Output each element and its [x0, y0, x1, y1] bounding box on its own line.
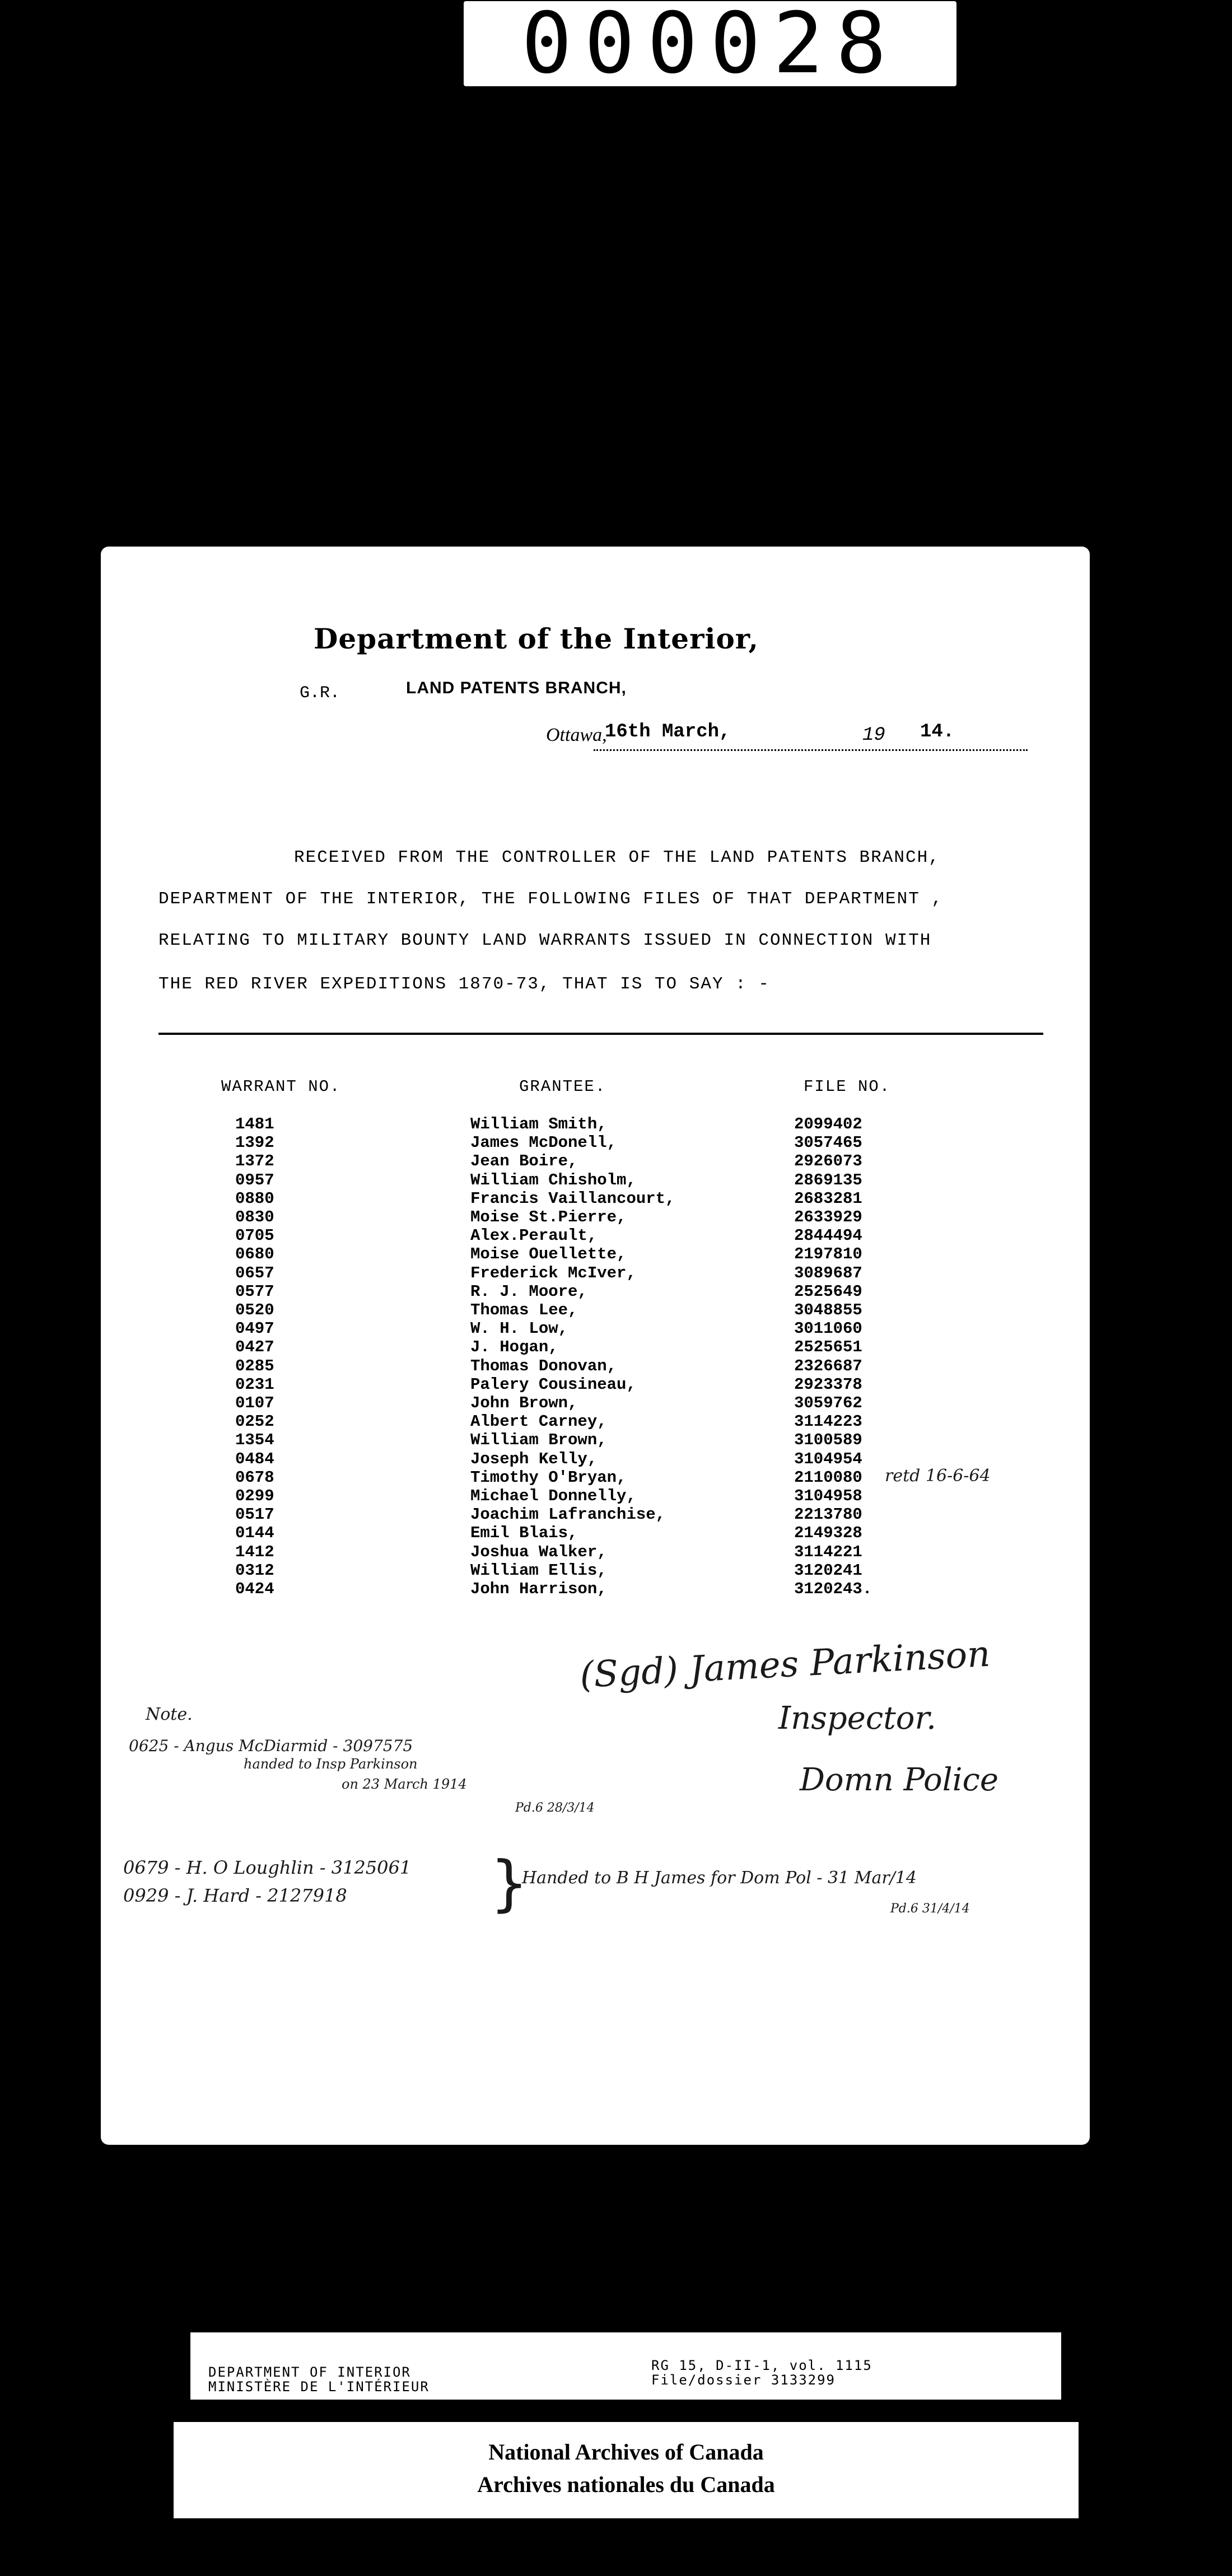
table-row [101, 1357, 1090, 1375]
grantee-name: R. J. Moore, [470, 1282, 587, 1301]
stamp-reference: RG 15, D-II-1, vol. 1115 [651, 2358, 872, 2373]
note-1-line-2: handed to Insp Parkinson [244, 1756, 418, 1772]
table-row [101, 1450, 1090, 1468]
grantee-name: Frederick McIver, [470, 1263, 636, 1282]
grantee-name: Alex.Perault, [470, 1226, 598, 1245]
note-2-line-3: Handed to B H James for Dom Pol - 31 Mar/14 [522, 1868, 917, 1888]
grantee-name: William Chisholm, [470, 1170, 636, 1189]
file-number: 2633929 [794, 1208, 862, 1226]
department-title: Department of the Interior, [314, 622, 759, 655]
file-number: 2923378 [794, 1375, 862, 1394]
body-line-3: RELATING TO MILITARY BOUNTY LAND WARRANTS ISSUED IN CONNECTION WITH [158, 931, 932, 950]
signature-title: Inspector. [778, 1700, 936, 1737]
horizontal-rule [158, 1033, 1043, 1035]
warrant-number: 0678 [235, 1468, 274, 1487]
table-row [101, 1487, 1090, 1505]
table-row [101, 1561, 1090, 1579]
file-number: 2844494 [794, 1226, 862, 1245]
file-number: 2326687 [794, 1356, 862, 1375]
grantee-name: Timothy O'Bryan, [470, 1468, 627, 1487]
grantee-name: Joachim Lafranchise, [470, 1505, 666, 1524]
grantee-name: William Smith, [470, 1115, 607, 1133]
place-name: Ottawa, [546, 725, 607, 745]
warrant-number: 0424 [235, 1580, 274, 1598]
table-row [101, 1338, 1090, 1356]
table-row [101, 1505, 1090, 1523]
body-line-1: RECEIVED FROM THE CONTROLLER OF THE LAND PATENTS BRANCH, [294, 848, 940, 867]
warrant-number: 0144 [235, 1524, 274, 1543]
table-row [101, 1301, 1090, 1319]
warrant-number: 0231 [235, 1375, 274, 1394]
grantee-name: Thomas Donovan, [470, 1356, 617, 1375]
grantee-name: Albert Carney, [470, 1412, 607, 1431]
table-row [101, 1319, 1090, 1337]
signature: (Sgd) James Parkinson [578, 1633, 992, 1697]
warrant-number: 0497 [235, 1319, 274, 1338]
grantee-name: J. Hogan, [470, 1338, 558, 1357]
grantee-name: Joshua Walker, [470, 1542, 607, 1561]
warrant-number: 0107 [235, 1394, 274, 1412]
warrant-number: 0285 [235, 1356, 274, 1375]
warrant-number: 0577 [235, 1282, 274, 1301]
date-year-suffix: 14. [920, 721, 955, 743]
file-number: 3114223 [794, 1412, 862, 1431]
table-row [101, 1115, 1090, 1133]
file-number: 3114221 [794, 1542, 862, 1561]
warrant-number: 0484 [235, 1449, 274, 1468]
frame-number: 000028 [521, 0, 899, 92]
grantee-name: William Ellis, [470, 1561, 607, 1580]
grantee-name: W. H. Low, [470, 1319, 568, 1338]
grantee-name: Jean Boire, [470, 1152, 578, 1171]
note-2-line-2: 0929 - J. Hard - 2127918 [123, 1885, 347, 1906]
body-line-2: DEPARTMENT OF THE INTERIOR, THE FOLLOWING FILES OF THAT DEPARTMENT , [158, 889, 944, 909]
note-2-line-1: 0679 - H. O Loughlin - 3125061 [123, 1857, 412, 1878]
file-number: 2926073 [794, 1152, 862, 1171]
warrant-number: 0705 [235, 1226, 274, 1245]
note-2-brace: } [490, 1849, 529, 1919]
archives-name-fr: Archives nationales du Canada [477, 2472, 775, 2497]
column-header-warrant: WARRANT NO. [221, 1077, 341, 1096]
reference-initials: G.R. [300, 684, 340, 703]
file-number: 2149328 [794, 1524, 862, 1543]
stamp-department-fr: MINISTÈRE DE L'INTÉRIEUR [208, 2379, 430, 2395]
grantee-name: Joseph Kelly, [470, 1449, 598, 1468]
table-row [101, 1152, 1090, 1170]
warrant-number: 1412 [235, 1542, 274, 1561]
grantee-name: James McDonell, [470, 1133, 617, 1152]
warrant-number: 1372 [235, 1152, 274, 1171]
grantee-name: John Harrison, [470, 1580, 607, 1598]
note-title: Note. [146, 1705, 193, 1724]
note-1-line-3: on 23 March 1914 [342, 1776, 467, 1792]
table-row [101, 1133, 1090, 1151]
warrant-number: 0830 [235, 1208, 274, 1226]
grantee-name: Thomas Lee, [470, 1301, 578, 1319]
grantee-name: Palery Cousineau, [470, 1375, 636, 1394]
warrant-number: 1392 [235, 1133, 274, 1152]
file-number: 2197810 [794, 1245, 862, 1264]
document-page [101, 547, 1090, 2145]
archive-reference-stamp [190, 2332, 1061, 2400]
file-number: 3104954 [794, 1449, 862, 1468]
column-header-file: FILE NO. [804, 1077, 891, 1096]
file-number: 3100589 [794, 1431, 862, 1450]
warrant-number: 0657 [235, 1263, 274, 1282]
file-number: 2099402 [794, 1115, 862, 1133]
table-row [101, 1282, 1090, 1300]
file-number: 3120241 [794, 1561, 862, 1580]
note-1-line-1: 0625 - Angus McDiarmid - 3097575 [129, 1737, 413, 1755]
archives-label [174, 2422, 1079, 2518]
grantee-name: John Brown, [470, 1394, 578, 1412]
file-number: 2525651 [794, 1338, 862, 1357]
pencil-note: retd 16-6-64 [885, 1466, 991, 1486]
warrant-number: 0517 [235, 1505, 274, 1524]
stamp-department-en: DEPARTMENT OF INTERIOR [208, 2364, 411, 2380]
file-number: 3120243. [794, 1580, 872, 1598]
file-number: 2683281 [794, 1189, 862, 1208]
grantee-name: Moise St.Pierre, [470, 1208, 627, 1226]
table-row [101, 1412, 1090, 1430]
file-number: 3057465 [794, 1133, 862, 1152]
file-number: 2110080 [794, 1468, 862, 1487]
signature-org: Domn Police [800, 1762, 999, 1798]
table-row [101, 1245, 1090, 1263]
file-number: 2213780 [794, 1505, 862, 1524]
table-row [101, 1543, 1090, 1561]
grantee-name: Francis Vaillancourt, [470, 1189, 675, 1208]
warrant-number: 0312 [235, 1561, 274, 1580]
stamp-file: File/dossier 3133299 [651, 2372, 836, 2388]
warrant-number: 0252 [235, 1412, 274, 1431]
warrant-number: 0957 [235, 1170, 274, 1189]
warrant-number: 0680 [235, 1245, 274, 1264]
warrant-number: 0299 [235, 1487, 274, 1505]
warrant-number: 0520 [235, 1301, 274, 1319]
warrant-number: 0880 [235, 1189, 274, 1208]
file-number: 3011060 [794, 1319, 862, 1338]
table-row [101, 1264, 1090, 1282]
file-number: 2525649 [794, 1282, 862, 1301]
grantee-name: William Brown, [470, 1431, 607, 1450]
grantee-name: Emil Blais, [470, 1524, 578, 1543]
note-1-initials: Pd.6 28/3/14 [515, 1801, 595, 1815]
column-header-grantee: GRANTEE. [519, 1077, 606, 1096]
table-row [101, 1524, 1090, 1542]
table-row [101, 1375, 1090, 1393]
warrant-number: 0427 [235, 1338, 274, 1357]
table-row [101, 1171, 1090, 1189]
body-line-4: THE RED RIVER EXPEDITIONS 1870-73, THAT IS TO SAY : - [158, 974, 770, 994]
file-number: 2869135 [794, 1170, 862, 1189]
file-number: 3059762 [794, 1394, 862, 1412]
table-row [101, 1226, 1090, 1244]
date-day: 16th March, [605, 721, 731, 743]
file-number: 3048855 [794, 1301, 862, 1319]
frame-number-label [464, 0, 956, 92]
table-row [101, 1394, 1090, 1412]
table-row [101, 1208, 1090, 1226]
note-2-initials: Pd.6 31/4/14 [890, 1902, 970, 1916]
branch-name: LAND PATENTS BRANCH, [406, 679, 627, 697]
grantee-name: Moise Ouellette, [470, 1245, 627, 1264]
warrant-number: 1354 [235, 1431, 274, 1450]
date-year-prefix: 19 [862, 725, 885, 746]
warrant-number: 1481 [235, 1115, 274, 1133]
file-number: 3104958 [794, 1487, 862, 1505]
table-row [101, 1580, 1090, 1598]
table-row [101, 1189, 1090, 1207]
file-number: 3089687 [794, 1263, 862, 1282]
archives-name-en: National Archives of Canada [488, 2439, 764, 2465]
grantee-name: Michael Donnelly, [470, 1487, 636, 1505]
table-row [101, 1431, 1090, 1449]
